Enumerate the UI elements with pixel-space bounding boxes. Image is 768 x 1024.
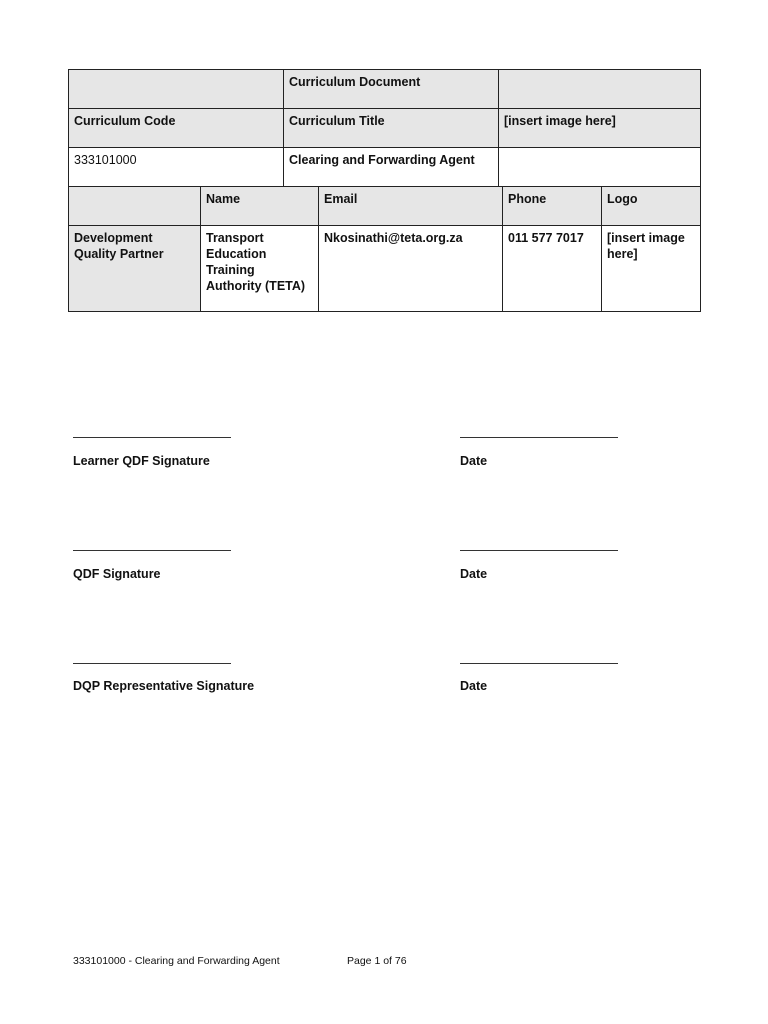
- date-label: Date: [460, 679, 488, 693]
- curriculum-title-label: Curriculum Title: [284, 109, 499, 148]
- footer-page-number: Page 1 of 76: [347, 955, 407, 967]
- dqp-name-cell: Transport Education Training Authority (TETA): [201, 226, 319, 312]
- signature-line: [73, 663, 231, 664]
- doc-type-cell: Curriculum Document: [284, 70, 499, 109]
- date-label: Date: [460, 454, 488, 468]
- curriculum-header-table: [68, 69, 701, 187]
- footer-document-title: 333101000 - Clearing and Forwarding Agent: [73, 955, 280, 967]
- table-row: [69, 226, 701, 312]
- table-row: [69, 148, 701, 187]
- curriculum-title-value: Clearing and Forwarding Agent: [284, 148, 499, 187]
- table-header-cell: Email: [319, 187, 503, 226]
- table-row: [69, 109, 701, 148]
- table-header-cell: [69, 187, 201, 226]
- dqp-logo-cell: [insert image here]: [602, 226, 701, 312]
- curriculum-code-value: 333101000: [69, 148, 284, 187]
- image-placeholder: [insert image here]: [499, 109, 701, 148]
- table-cell: [499, 148, 701, 187]
- table-header-cell: Name: [201, 187, 319, 226]
- learner-qdf-signature-label: Learner QDF Signature: [73, 454, 210, 468]
- dqp-table: [68, 186, 701, 312]
- table-row: [69, 70, 701, 109]
- table-cell: [69, 70, 284, 109]
- curriculum-code-label: Curriculum Code: [69, 109, 284, 148]
- date-line: [460, 550, 618, 551]
- table-header-cell: Phone: [503, 187, 602, 226]
- date-line: [460, 663, 618, 664]
- signature-line: [73, 437, 231, 438]
- date-line: [460, 437, 618, 438]
- table-cell: [499, 70, 701, 109]
- dqp-representative-signature-label: DQP Representative Signature: [73, 679, 255, 693]
- signature-line: [73, 550, 231, 551]
- table-header-cell: Logo: [602, 187, 701, 226]
- dqp-email-cell: Nkosinathi@teta.org.za: [319, 226, 503, 312]
- dqp-phone-cell: 011 577 7017: [503, 226, 602, 312]
- qdf-signature-label: QDF Signature: [73, 567, 161, 581]
- date-label: Date: [460, 567, 488, 581]
- dqp-label-cell: Development Quality Partner: [69, 226, 201, 312]
- table-header-row: [69, 187, 701, 226]
